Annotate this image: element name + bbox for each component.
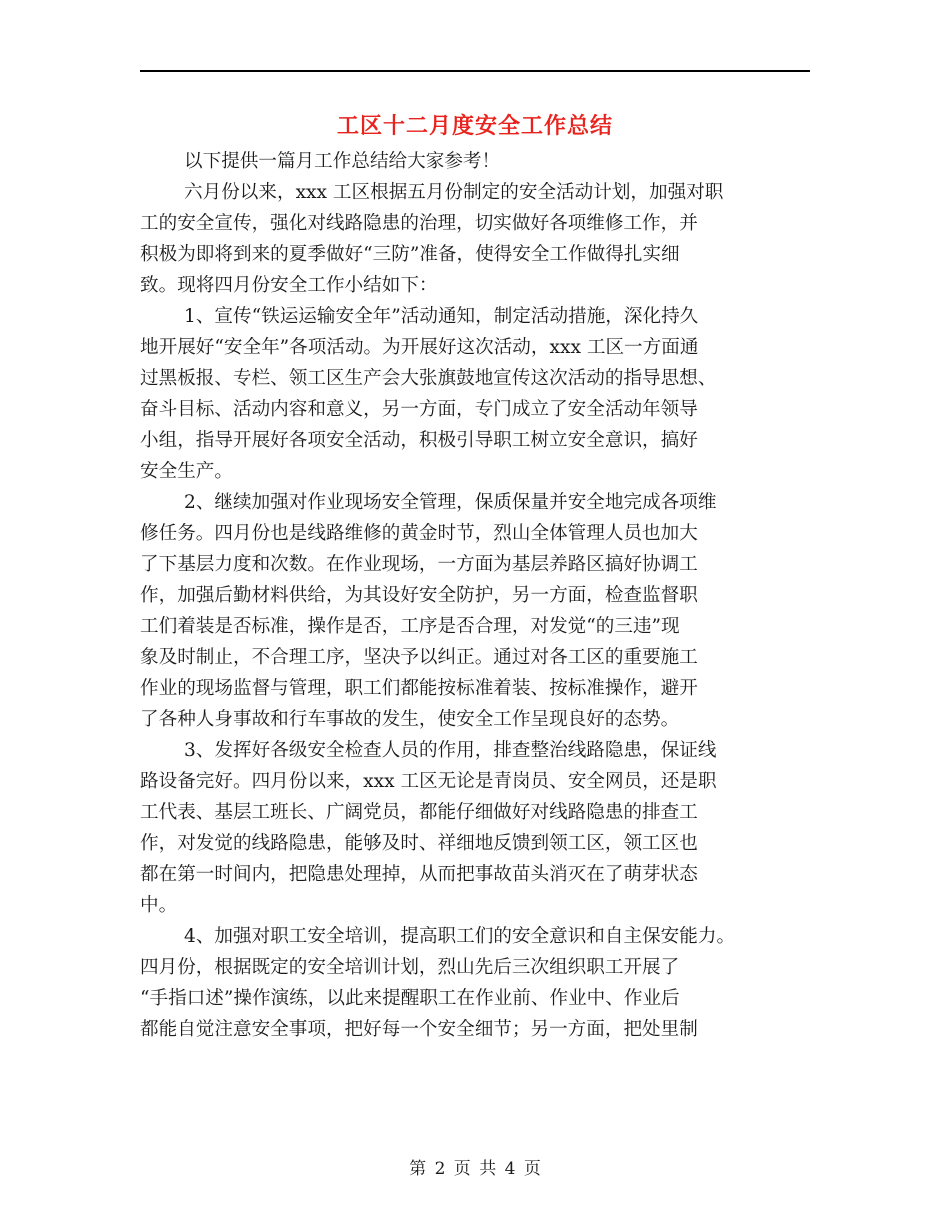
text-line: 奋斗目标、活动内容和意义，另一方面，专门成立了安全活动年领导 [140,399,698,420]
paragraph-2 [140,301,820,487]
paragraph-4 [140,735,820,921]
text-line: 四月份，根据既定的安全培训计划，烈山先后三次组织职工开展了 [140,957,680,978]
paragraph-3 [140,487,820,735]
text-line: 作业的现场监督与管理，职工们都能按标准着装、按标准操作，避开 [140,678,698,699]
text-line: 了下基层力度和次数。在作业现场，一方面为基层养路区搞好协调工 [140,554,698,575]
text-line: 工代表、基层工班长、广阔党员，都能仔细做好对线路隐患的排查工 [140,802,698,823]
header-rule [140,70,810,72]
paragraph-1 [140,177,820,301]
text-line: 作，对发觉的线路隐患，能够及时、祥细地反馈到领工区，领工区也 [140,833,698,854]
text-line: 中。 [140,895,178,916]
text-line: 工们着装是否标准，操作是否，工序是否合理，对发觉“的三违”现 [140,616,680,637]
text-line: 地开展好“安全年”各项活动。为开展好这次活动，xxx 工区一方面通 [140,337,699,358]
text-line: 4、加强对职工安全培训，提高职工们的安全意识和自主保安能力。 [184,926,736,947]
text-line: “手指口述”操作演练，以此来提醒职工在作业前、作业中、作业后 [140,988,680,1009]
text-line: 工的安全宣传，强化对线路隐患的治理，切实做好各项维修工作，并 [140,213,698,234]
text-line: 小组，指导开展好各项安全活动，积极引导职工树立安全意识，搞好 [140,430,698,451]
page-number-footer: 第 2 页 共 4 页 [409,1159,541,1179]
text-line: 修任务。四月份也是线路维修的黄金时节，烈山全体管理人员也加大 [140,523,698,544]
document-title: 工区十二月度安全工作总结 [336,114,613,139]
paragraph-5 [140,921,820,1045]
text-line: 了各种人身事故和行车事故的发生，使安全工作呈现良好的态势。 [140,709,680,730]
text-line: 都能自觉注意安全事项，把好每一个安全细节；另一方面，把处里制 [140,1019,698,1040]
text-line: 过黑板报、专栏、领工区生产会大张旗鼓地宣传这次活动的指导思想、 [140,368,717,389]
text-line: 3、发挥好各级安全检查人员的作用，排查整治线路隐患，保证线 [184,740,717,761]
text-line: 都在第一时间内，把隐患处理掉，从而把事故苗头消灭在了萌芽状态 [140,864,698,885]
text-line: 致。现将四月份安全工作小结如下： [140,275,438,296]
text-line: 作，加强后勤材料供给，为其设好安全防护，另一方面，检查监督职 [140,585,698,606]
text-line: 以下提供一篇月工作总结给大家参考！ [184,151,501,172]
text-line: 2、继续加强对作业现场安全管理，保质保量并安全地完成各项维 [184,492,717,513]
text-line: 象及时制止，不合理工序，坚决予以纠正。通过对各工区的重要施工 [140,647,698,668]
document-body [140,146,820,1045]
text-line: 路设备完好。四月份以来，xxx 工区无论是青岗员、安全网员，还是职 [140,771,717,792]
text-line: 安全生产。 [140,461,233,482]
text-line: 六月份以来，xxx 工区根据五月份制定的安全活动计划，加强对职 [184,182,724,203]
text-line: 1、宣传“铁运运输安全年”活动通知，制定活动措施，深化持久 [184,306,699,327]
intro-paragraph [140,146,820,177]
text-line: 积极为即将到来的夏季做好“三防”准备，使得安全工作做得扎实细 [140,244,680,265]
